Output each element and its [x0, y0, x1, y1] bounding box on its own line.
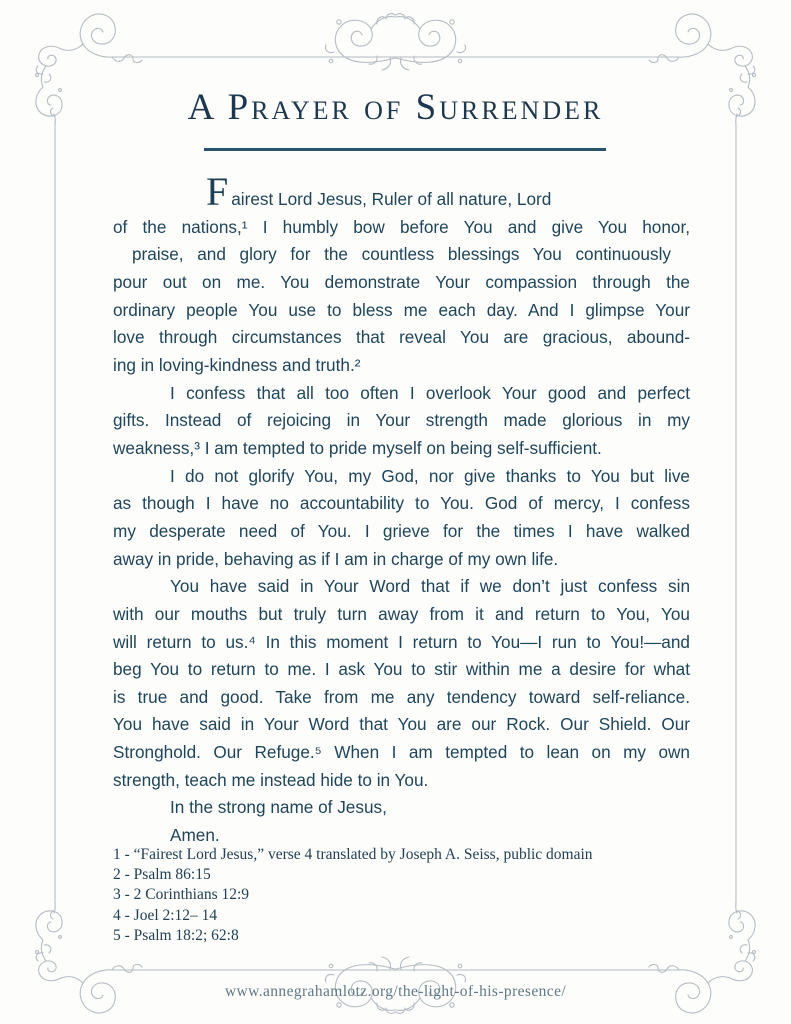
- prayer-line: pour out on me. You demonstrate Your compassion through the: [113, 271, 690, 292]
- prayer-line: You have said in Your Word that You are our Rock. Our Shield. Our: [113, 714, 690, 735]
- center-scroll-top-left-icon: [325, 14, 395, 70]
- footnote-line: 3 - 2 Corinthians 12:9: [113, 886, 250, 904]
- prayer-line: beg You to return to me. I ask You to stir within me a desire for what: [113, 659, 690, 680]
- prayer-body-text: [113, 169, 690, 850]
- footnote-line: 2 - Psalm 86:15: [113, 866, 211, 884]
- prayer-line: is true and good. Take from me any tendency toward self-reliance.: [113, 686, 690, 707]
- prayer-line: Amen.: [170, 825, 220, 846]
- prayer-line: as though I have no accountability to You. God of mercy, I confess: [113, 493, 690, 514]
- prayer-line: In the strong name of Jesus,: [170, 797, 387, 818]
- prayer-paragraph: [113, 794, 690, 822]
- prayer-line: away in pride, behaving as if I am in charge of my own life.: [113, 548, 559, 569]
- title-divider-rule: [204, 148, 606, 151]
- prayer-line: of the nations,¹ I humbly bow before You and give You honor,: [113, 216, 690, 237]
- prayer-line: I confess that all too often I overlook Your good and perfect: [170, 382, 690, 403]
- prayer-paragraph: [113, 380, 690, 463]
- prayer-line: Stronghold. Our Refuge.⁵ When I am tempted to lean on my own: [113, 742, 690, 763]
- prayer-line: ordinary people You use to bless me each day. And I glimpse Your: [113, 299, 690, 320]
- prayer-line: gifts. Instead of rejoicing in Your strength made glorious in my: [113, 410, 690, 431]
- footnotes-block: [113, 845, 593, 946]
- footer-url: www.annegrahamlotz.org/the-light-of-his-presence/: [224, 983, 567, 1000]
- prayer-line: ing in loving-kindness and truth.²: [113, 354, 361, 375]
- footnote-line: 4 - Joel 2:12– 14: [113, 906, 218, 924]
- prayer-line: I do not glorify You, my God, nor give thanks to You but live: [170, 465, 690, 486]
- prayer-line: Fairest Lord Jesus, Ruler of all nature, Lord: [206, 169, 552, 214]
- prayer-paragraph: [113, 573, 690, 794]
- prayer-line: my desperate need of You. I grieve for the times I have walked: [113, 520, 690, 541]
- page-title: A Prayer of Surrender: [187, 87, 604, 128]
- footnote-line: 1 - “Fairest Lord Jesus,” verse 4 translated by Joseph A. Seiss, public domain: [113, 846, 593, 863]
- prayer-line: will return to us.⁴ In this moment I return to You—I run to You!—and: [113, 631, 690, 652]
- prayer-paragraph: [113, 169, 690, 380]
- center-scroll-top-right-icon: [396, 14, 466, 70]
- prayer-line: with our mouths but truly turn away from it and return to You, You: [113, 603, 690, 624]
- prayer-line: strength, teach me instead hide to in You.: [113, 769, 429, 790]
- footnote-line: 5 - Psalm 18:2; 62:8: [113, 926, 239, 944]
- prayer-line: weakness,³ I am tempted to pride myself on being self-sufficient.: [113, 437, 602, 458]
- prayer-paragraph: [113, 463, 690, 574]
- prayer-line: love through circumstances that reveal You are gracious, abound-: [113, 327, 690, 348]
- drop-cap-letter: F: [206, 169, 229, 214]
- prayer-line: You have said in Your Word that if we don’t just confess sin: [170, 576, 690, 597]
- prayer-line: praise, and glory for the countless blessings You continuously: [132, 244, 671, 265]
